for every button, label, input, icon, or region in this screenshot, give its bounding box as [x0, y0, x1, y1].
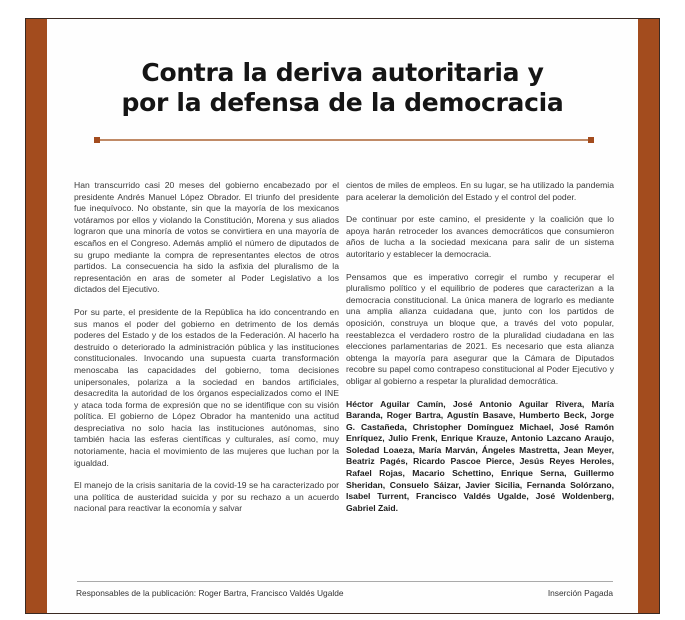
- paragraph: El manejo de la crisis sanitaria de la covid-19 se ha caracterizado por una política de austeridad suicida y por su rechazo a un acuerdo nacional para reactivar la economía y salvar: [74, 480, 339, 514]
- title-line-2: por la defensa de la democracia: [121, 88, 564, 117]
- column-right: [346, 180, 614, 525]
- footer-divider: [77, 581, 613, 582]
- title-divider: [96, 139, 592, 141]
- column-left: [74, 180, 339, 526]
- left-accent-bar: [26, 19, 47, 613]
- paragraph: cientos de miles de empleos. En su lugar, se ha utilizado la pandemia para acelerar la demolición del Estado y el control del poder.: [346, 180, 614, 202]
- paragraph: Pensamos que es imperativo corregir el rumbo y recuperar el pluralismo político y el equilibrio de poderes que caracterizan a la democracia constitucional. La única manera de lograrlo es mediante una amplia alianza cuidadana que, junto con los partidos de oposición, construya un bloque que, a través del voto popular, reestablezca el verdadero rostro de la pluralidad ciudadana en las elecciones parlamentarias de 2021. Es necesario que esta alianza obtenga la mayoría para asegurar que la Cámara de Diputados recobre su papel como contrapeso constitucional al Poder Ejecutivo y obligar al gobierno a respetar la pluralidad democrática.: [346, 271, 614, 386]
- paragraph: De continuar por este camino, el presidente y la coalición que lo apoya harán retroceder los avances democráticos que consumieron años de lucha a la sociedad mexicana para salir de un sistema autoritario y establecer la democracia.: [346, 214, 614, 259]
- title-line-1: Contra la deriva autoritaria y: [141, 58, 544, 87]
- page-title: [46, 58, 639, 118]
- right-accent-bar: [638, 19, 659, 613]
- footer-responsables: Responsables de la publicación: Roger Bartra, Francisco Valdés Ugalde: [76, 588, 344, 598]
- footer-paid-insertion: Inserción Pagada: [547, 588, 613, 598]
- paragraph: Han transcurrido casi 20 meses del gobierno encabezado por el presidente Andrés Manuel López Obrador. El triunfo del presidente fue inequívoco. No obstante, sin que la mayoría de los mexicanos votáramos por ellos y violando la Constitución, Morena y sus aliados lograron que una minoría de votos se convirtiera en una mayoría de escaños en el Congreso. Además amplió el número de diputados de su grupo mediante la compra de representantes electos de otros partidos. La consecuencia ha sido la asfixia del pluralismo de la representación en aras de someter al Poder Legislativo a los dictados del Ejecutivo.: [74, 180, 339, 295]
- signatories-list: Héctor Aguilar Camín, José Antonio Aguilar Rivera, María Baranda, Roger Bartra, Agustín Basave, Humberto Beck, Jorge G. Castañeda, Christopher Domínguez Michael, José Ramón Enríquez, Julio Frenk, Enrique Krauze, Antonio Lazcano Araujo, Soledad Loaeza, María Marván, Ángeles Mastretta, Jean Meyer, Beatriz Pagés, Ricardo Pascoe Pierce, Jesús Reyes Heroles, Rafael Rojas, Macario Schettino, Enrique Serna, Guillermo Sheridan, Consuelo Sáizar, Javier Sicilia, Fernanda Solórzano, Isabel Turrent, Francisco Valdés Ugalde, José Woldenberg, Gabriel Zaid.: [346, 398, 614, 513]
- paragraph: Por su parte, el presidente de la República ha ido concentrando en sus manos el poder del gobierno en detrimento de los demás poderes del Estado y de los estados de la Federación. Al hacerlo ha destruido o deteriorado la administración pública y las instituciones constitucionales. Invocando una supuesta cuarta transformación menoscaba las capacidades del gobierno, toma decisiones unipersonales, polariza a la sociedad en bandos artificiales, desacredita la autoridad de los órganos especializados como el INE y ataca toda forma de expresión que no se identifique con su visión política. El gobierno de López Obrador ha mantenido una actitud despreciativa no solo hacia las instituciones autónomas, sino también hacia las esferas científicas y culturales, así como, muy notoriamente, hacia el movimiento de las mujeres que luchan por la igualdad.: [74, 306, 339, 468]
